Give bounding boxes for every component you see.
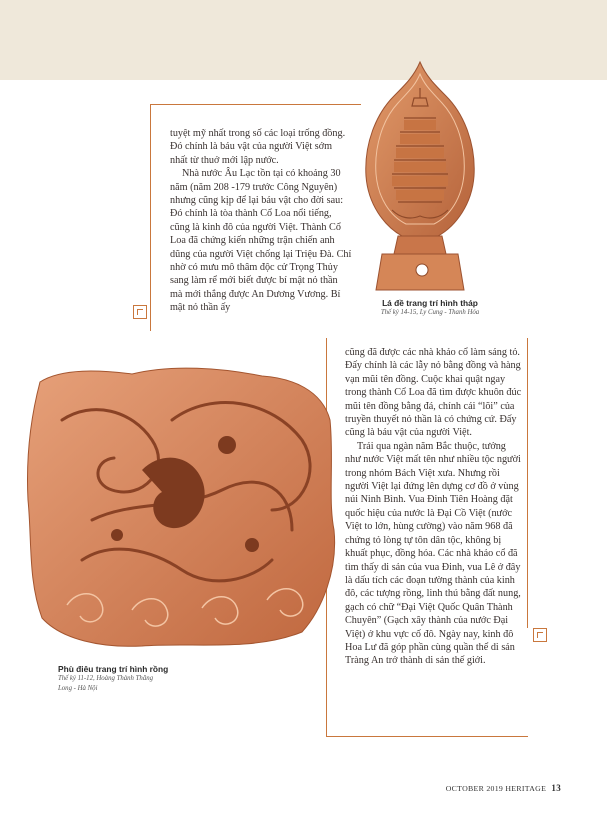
paragraph: cũng đã được các nhà khảo cổ làm sáng tỏ. Đấy chính là các lẫy nỏ bằng đồng và hàng vạn mũi tên đồng. Cuộc khai quật ngay trong thành Cổ Loa đã tìm được khuôn đúc mũi tên đồng bằng đá, chính cái “lõi” của truyền thuyết nỏ thần là có chứng cứ. Đấy cũng là báu vật của người Việt.	[345, 347, 522, 439]
article-column-2	[345, 346, 522, 668]
corner-ornament-icon	[133, 305, 147, 319]
frame-bottom-right	[527, 338, 528, 628]
relief-caption-title: Phù điêu trang trí hình rồng	[58, 664, 169, 674]
tile-caption-title: Lá đề trang trí hình tháp	[382, 298, 478, 308]
paragraph: Trải qua ngàn năm Bắc thuộc, tưởng như nước Việt mất tên như nhiều tộc người trong nhóm Bách Việt xưa. Nhưng rồi người Việt lại đứng lên dựng cơ đồ ở vùng núi Ninh Bình. Vua Đinh Tiên Hoàng đặt quốc hiệu của nước là Đại Cồ Việt (nước Việt to lớn, hùng cường) vào năm 968 đã chứng tỏ lòng tự tôn dân tộc, không bị khuất phục, đồng hóa. Các nhà khảo cổ đã tìm thấy di sản của vua Đinh, vua Lê ở đây là dấu tích các đoạn tường thành của kinh đô, các tượng rồng, linh thú bằng đất nung, gạch có chữ “Đại Việt Quốc Quân Thành Chuyên” (Gạch xây thành của nước Đại Việt) ở khu vực cố đô. Ngày nay, kinh đô Hoa Lư đã góp phần cùng quần thể di sản Tràng An trở thành di sản thế giới.	[345, 440, 521, 667]
tile-caption	[362, 298, 498, 318]
footer-magazine: HERITAGE	[505, 784, 547, 793]
paragraph: Nhà nước Âu Lạc tồn tại có khoảng 30 năm (năm 208 -179 trước Công Nguyên) nhưng cũng kịp để lại báu vật cho đời sau: Đó chính là tòa thành Cổ Loa nổi tiếng, cũng là kinh đô của người Việt. Thành Cổ Loa đã chứng kiến những trận chiến anh dũng của người Việt chống lại Triệu Đà. Chỉ nhờ có mưu mô thâm độc cử Trọng Thủy sang làm rể mới biết được bí mật nỏ thần mà mới thắng được An Dương Vương. Bí mật nỏ thần ấy	[170, 168, 352, 314]
top-band	[0, 0, 607, 80]
relief-caption-subtitle-2: Long - Hà Nội	[58, 685, 98, 692]
pagoda-tile-image	[360, 58, 480, 294]
corner-ornament-icon	[533, 628, 547, 642]
tile-caption-subtitle: Thế kỷ 14-15, Ly Cung - Thanh Hóa	[380, 309, 480, 316]
page-footer	[446, 783, 561, 793]
relief-caption	[58, 664, 218, 694]
article-column-1	[170, 127, 352, 315]
page-number: 13	[551, 783, 561, 793]
relief-caption-subtitle: Thế kỷ 11-12, Hoàng Thành Thăng	[58, 675, 154, 682]
paragraph: tuyệt mỹ nhất trong số các loại trống đồng. Đó chính là báu vật của người Việt sớm nhất từ thuở mới lập nước.	[170, 128, 346, 166]
footer-month: OCTOBER 2019	[445, 784, 504, 793]
dragon-relief-image	[22, 360, 338, 652]
